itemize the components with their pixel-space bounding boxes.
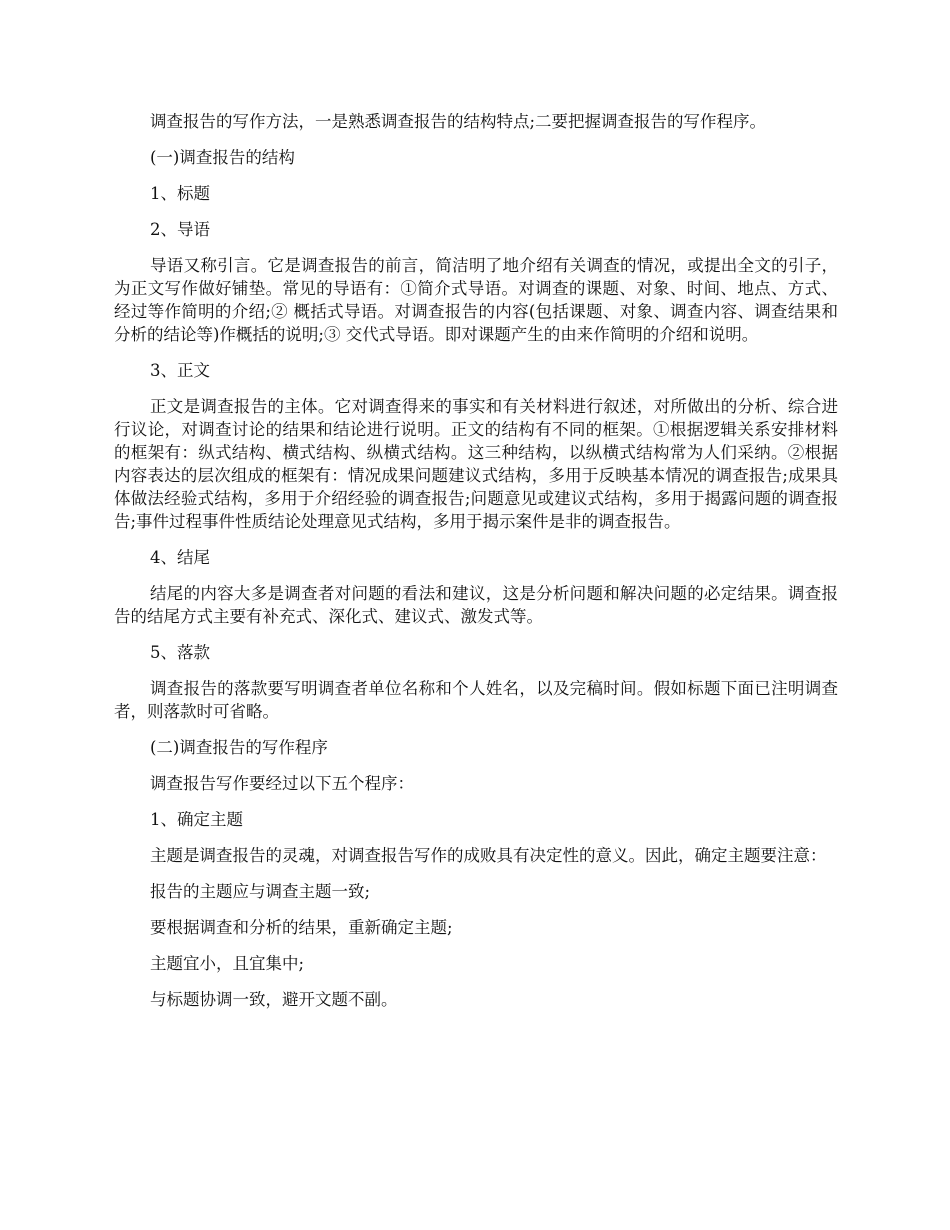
heading-signature: 5、落款 [150, 643, 210, 662]
paragraph-procedure: 调查报告写作要经过以下五个程序： [150, 774, 414, 793]
list-item: 要根据调查和分析的结果，重新确定主题; [150, 918, 453, 937]
paragraph-theme: 主题是调查报告的灵魂，对调查报告写作的成败具有决定性的意义。因此，确定主题要注意： [150, 846, 827, 865]
document-body [114, 110, 838, 1024]
heading-lead: 2、导语 [150, 220, 210, 239]
heading-body: 3、正文 [150, 361, 210, 380]
heading-theme: 1、确定主题 [150, 810, 243, 829]
heading-ending: 4、结尾 [150, 548, 210, 567]
heading-title: 1、标题 [150, 184, 210, 203]
paragraph-signature: 调查报告的落款要写明调查者单位名称和个人姓名，以及完稿时间。假如标题下面已注明调查者，则落款时可省略。 [114, 679, 838, 721]
list-item: 报告的主题应与调查主题一致; [150, 882, 371, 901]
list-item: 主题宜小，且宜集中; [150, 954, 305, 973]
paragraph-ending: 结尾的内容大多是调查者对问题的看法和建议，这是分析问题和解决问题的必定结果。调查报告的结尾方式主要有补充式、深化式、建议式、激发式等。 [114, 584, 838, 626]
heading-structure: (一)调查报告的结构 [150, 148, 295, 167]
paragraph-body: 正文是调查报告的主体。它对调查得来的事实和有关材料进行叙述，对所做出的分析、综合进行议论，对调查讨论的结果和结论进行说明。正文的结构有不同的框架。①根据逻辑关系安排材料的框架有：纵式结构、横式结构、纵横式结构。这三种结构，以纵横式结构常为人们采纳。②根据内容表达的层次组成的框架有：情况成果问题建议式结构，多用于反映基本情况的调查报告;成果具体做法经验式结构，多用于介绍经验的调查报告;问题意见或建议式结构，多用于揭露问题的调查报告;事件过程事件性质结论处理意见式结构，多用于揭示案件是非的调查报告。 [114, 397, 838, 531]
paragraph-lead: 导语又称引言。它是调查报告的前言，简洁明了地介绍有关调查的情况，或提出全文的引子，为正文写作做好铺垫。常见的导语有：①简介式导语。对调查的课题、对象、时间、地点、方式、经过等作简明的介绍;② 概括式导语。对调查报告的内容(包括课题、对象、调查内容、调查结果和分析的结论等)作概括的说明;③ 交代式导语。即对课题产生的由来作简明的介绍和说明。 [114, 256, 838, 344]
heading-procedure: (二)调查报告的写作程序 [150, 738, 328, 757]
list-item: 与标题协调一致，避开文题不副。 [150, 990, 398, 1009]
paragraph-intro: 调查报告的写作方法，一是熟悉调查报告的结构特点;二要把握调查报告的写作程序。 [150, 112, 767, 131]
